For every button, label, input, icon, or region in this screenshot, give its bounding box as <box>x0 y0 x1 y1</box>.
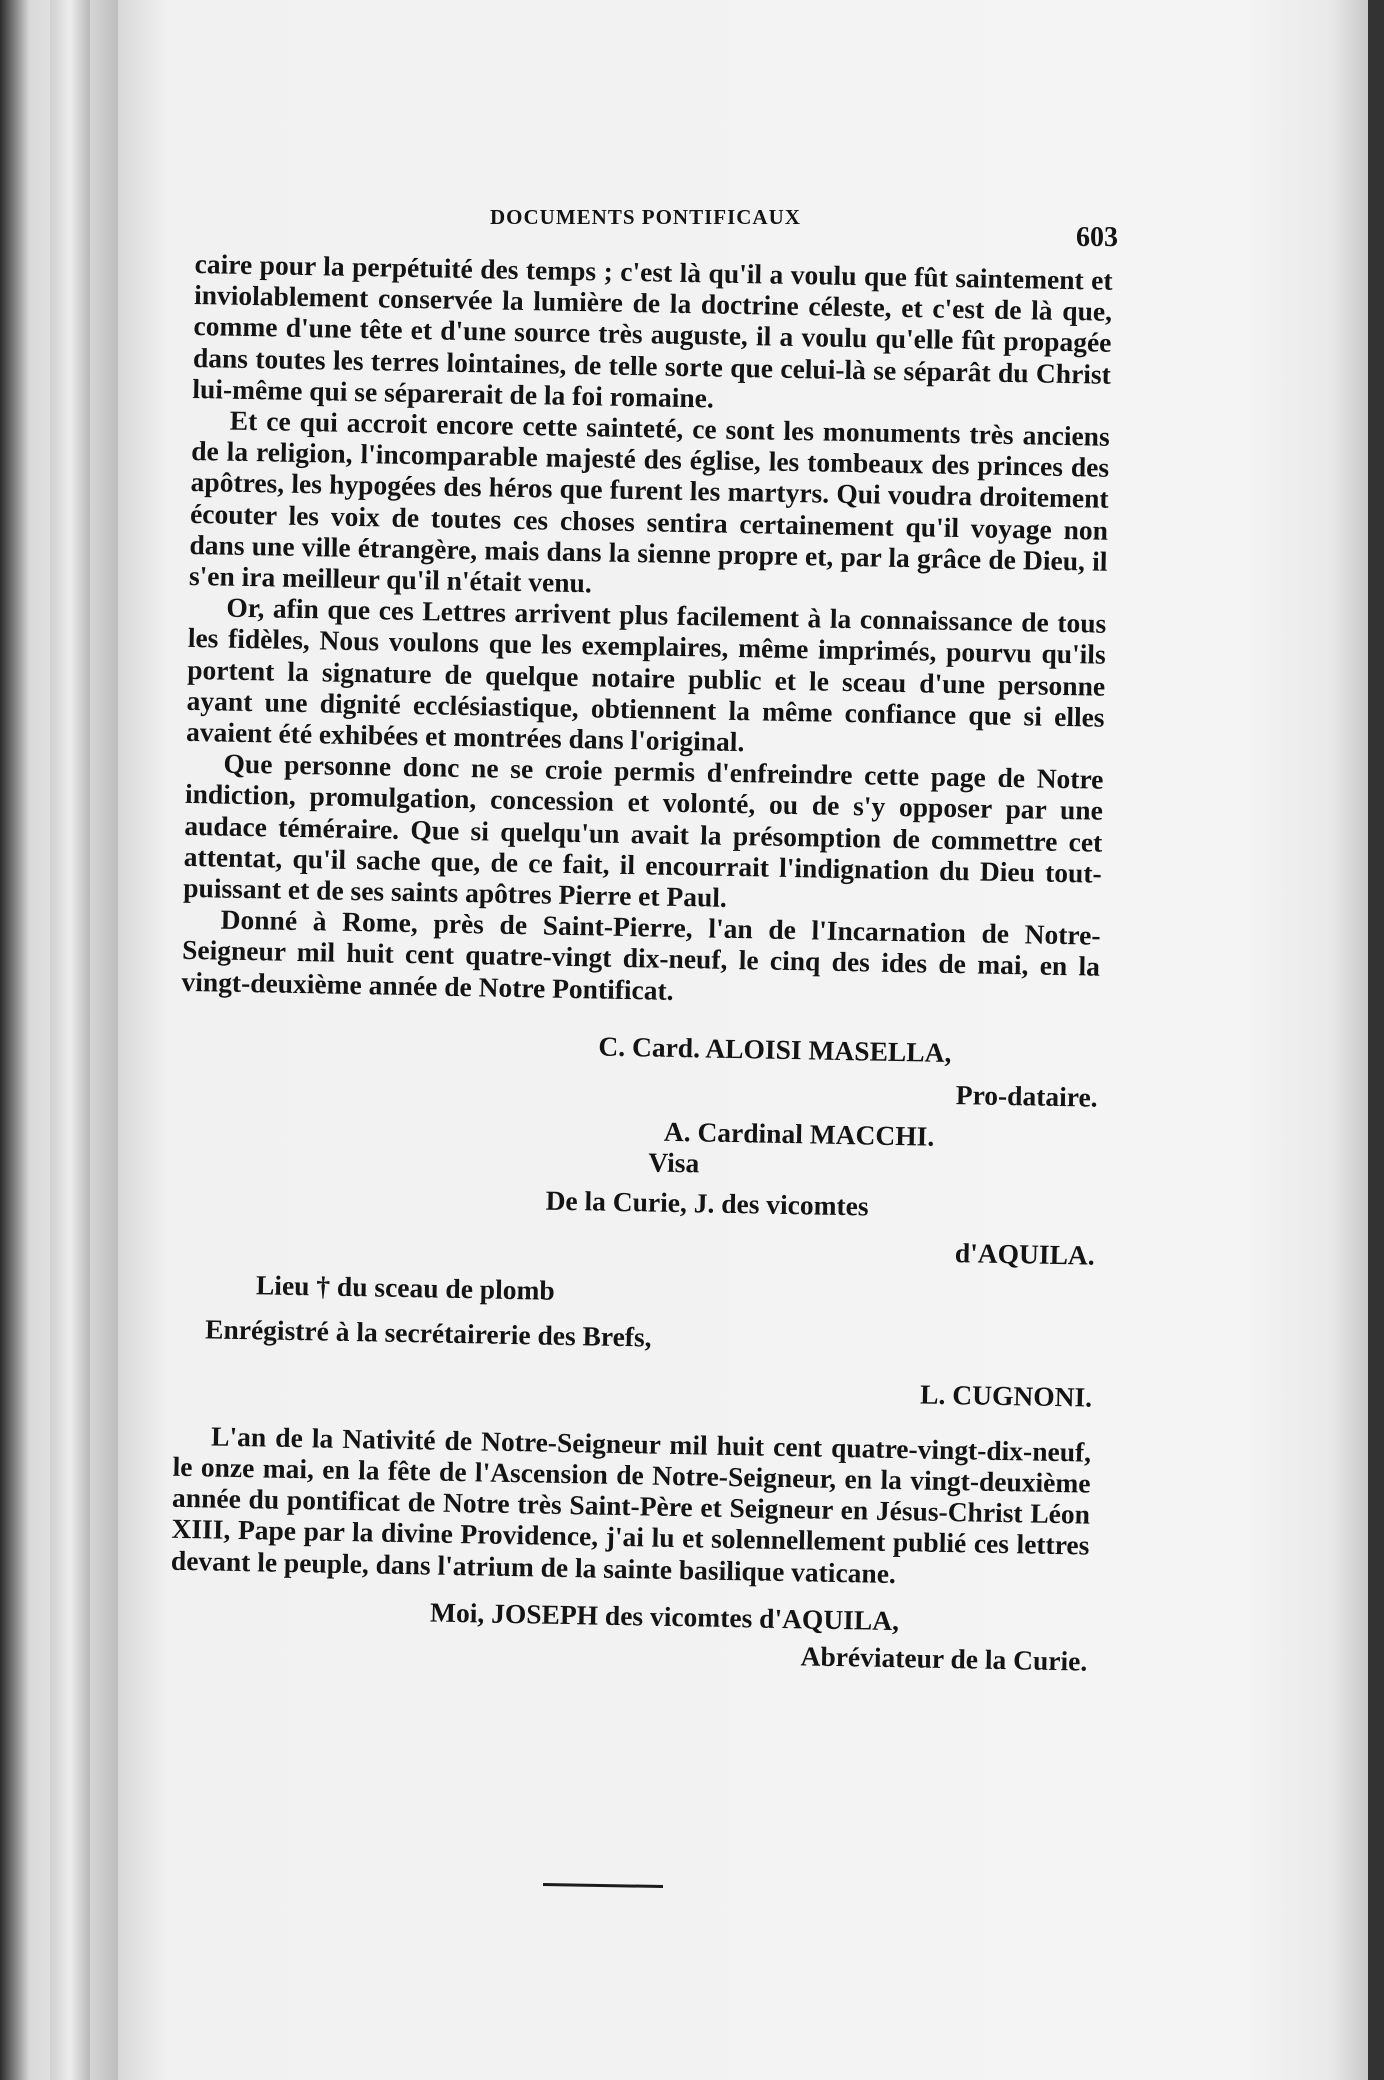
publication-signer-title: Abréviateur de la Curie. <box>800 1640 1088 1677</box>
publication-paragraph: L'an de la Nativité de Notre-Seigneur mil huit cent quatre-vingt-dix-neuf, le onze mai, en la fête de l'Ascension de Notre-Seigneur, en la vingt-deuxième année du pontificat de Notre très Saint-Père et Seigneur en Jésus-Christ Léon XIII, Pape par la divine Providence, j'ai lu et solennellement publié ces lettres devant le peuple, dans l'atrium de la sainte basilique vaticane. <box>170 1420 1092 1589</box>
facing-page-fold <box>50 0 90 2080</box>
running-title: DOCUMENTS PONTIFICAUX <box>490 205 801 229</box>
signature-macchi: A. Cardinal MACCHI. <box>663 1116 935 1152</box>
title-prodataire: Pro-dataire. <box>955 1079 1098 1113</box>
paragraph: Donné à Rome, près de Saint-Pierre, l'an de l'Incarnation de Notre-Seigneur mil huit cent quatre-vingt dix-neuf, le cinq des ides de mai, en la vingt-deuxième année de Notre Pontificat. <box>181 903 1101 1006</box>
seal-place: Lieu † du sceau de plomb <box>255 1269 555 1306</box>
curie-line: De la Curie, J. des vicomtes <box>545 1184 869 1222</box>
signature-aquila: d'AQUILA. <box>954 1236 1095 1271</box>
paragraph: Et ce qui accroit encore cette sainteté, ce sont les monuments très anciens de la religion, l'incomparable majesté des église, les tombeaux des princes des apôtres, les hypogées des héros que furent les martyrs. Qui voudra droitement écouter les voix de toutes ces choses sentira certainement qu'il voyage non dans une ville étrangère, mais dans la sienne propre et, par la grâce de Dieu, il s'en ira meilleur qu'il n'était venu. <box>188 404 1110 599</box>
signature-block <box>174 1023 1099 1413</box>
paragraph: Que personne donc ne se croie permis d'enfreindre cette page de Notre indiction, promulgation, concession et volonté, ou de s'y opposer par une audace téméraire. Que si quelqu'un avait la présomption de commettre cet attentat, qu'il sache que, de ce fait, il encourrait l'indignation du Dieu tout-puissant et de ses saints apôtres Pierre et Paul. <box>182 747 1104 913</box>
paragraph: caire pour la perpétuité des temps ; c'est là qu'il a voulu que fût saintement et inviolablement conservée la lumière de la doctrine céleste, et c'est de là que, comme d'une tête et d'une source très auguste, il a voulu qu'elle fût propagée dans toutes les terres lointaines, de telle sorte que celui-là se séparât du Christ lui-même qui se séparerait de la foi romaine. <box>192 248 1113 414</box>
signature-masella: C. Card. ALOISI MASELLA, <box>598 1030 952 1068</box>
page-body <box>169 248 1113 1677</box>
paragraph: Or, afin que ces Lettres arrivent plus facilement à la connaissance de tous les fidèles, Nous voulons que les exemplaires, même imprimés, pourvu qu'ils portent la signature de quelque notaire public et le sceau d'une personne ayant une dignité ecclésiastique, obtiennent la même confiance que si elles avaient été exhibées et montrées dans l'original. <box>185 591 1107 758</box>
publication-signer: Moi, JOSEPH des vicomtes d'AQUILA, <box>429 1596 900 1636</box>
registration-line: Enrégistré à la secrétairerie des Brefs, <box>204 1313 652 1353</box>
page-shadow <box>1368 0 1384 2080</box>
visa-label: Visa <box>648 1146 700 1179</box>
signature-cugnoni: L. CUGNONI. <box>919 1377 1093 1413</box>
page-number: 603 <box>1076 222 1118 253</box>
